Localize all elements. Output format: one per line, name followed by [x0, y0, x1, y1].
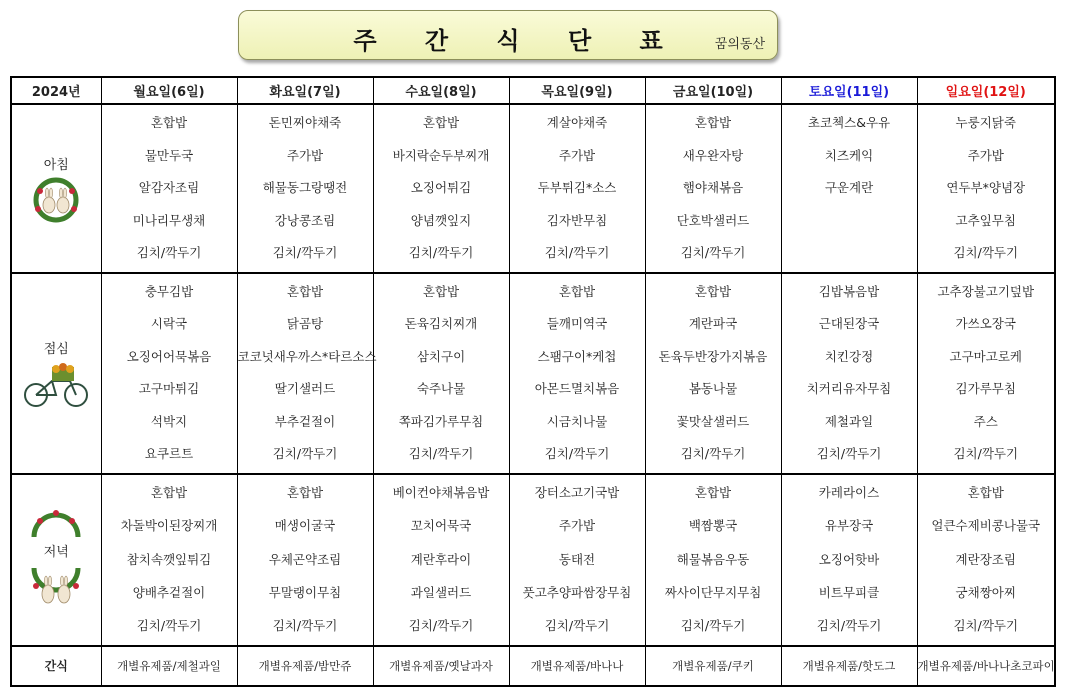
menu-item: 오징어어묵볶음 [126, 348, 212, 364]
lunch-cell [917, 273, 1055, 474]
menu-item: 궁채짱아찌 [955, 584, 1016, 600]
lunch-label: 점심 [43, 341, 69, 357]
dinner-cell [781, 474, 917, 646]
dinner-label: 저녁 [43, 545, 69, 561]
snack-cell: 개별유제품/밤만쥬 [237, 646, 373, 686]
dinner-row [11, 474, 1055, 646]
menu-item: 주가밥 [558, 518, 596, 534]
menu-item: 김치/깍두기 [544, 245, 610, 261]
dinner-cell [373, 474, 509, 646]
menu-item: 시금치나물 [546, 413, 608, 429]
menu-item: 강낭콩조림 [274, 212, 336, 228]
menu-item: 가쓰오장국 [955, 316, 1016, 332]
weekly-menu-table [10, 76, 1056, 687]
menu-item: 혼합밥 [150, 115, 188, 130]
snack-cell: 개별유제품/핫도그 [781, 646, 917, 686]
menu-item: 돈육두반장가지볶음 [658, 348, 768, 364]
menu-item: 근대된장국 [818, 316, 880, 332]
menu-item: 오징어핫바 [818, 551, 880, 567]
menu-item: 초코첵스&우유 [807, 115, 891, 130]
breakfast-cell [101, 104, 237, 273]
menu-item: 김치/깍두기 [953, 446, 1019, 462]
menu-item: 계란후라이 [410, 551, 472, 567]
snack-label: 간식 [11, 646, 101, 686]
menu-item: 풋고추양파쌈장무침 [522, 584, 632, 600]
breakfast-cell [781, 104, 917, 273]
day-header-wednesday: 수요일(8일) [373, 77, 509, 104]
snack-cell: 개별유제품/쿠키 [645, 646, 781, 686]
meal-label-dinner [11, 474, 101, 646]
breakfast-row [11, 104, 1055, 273]
menu-item: 딸기샐러드 [274, 381, 336, 397]
menu-item: 숙주나물 [416, 381, 466, 397]
snack-cell: 개별유제품/바나나초코파이 [917, 646, 1055, 686]
menu-item: 오징어튀김 [410, 180, 472, 196]
breakfast-cell [237, 104, 373, 273]
breakfast-cell [373, 104, 509, 273]
lunch-cell [373, 273, 509, 474]
menu-item [782, 237, 917, 270]
menu-item: 해물볶음우동 [676, 551, 750, 567]
menu-item: 김치/깍두기 [680, 446, 746, 462]
menu-item: 김치/깍두기 [953, 245, 1019, 261]
menu-item: 김치/깍두기 [272, 245, 338, 261]
menu-item: 참치속깻잎튀김 [126, 551, 212, 567]
menu-item: 고추잎무침 [955, 212, 1016, 228]
menu-item: 돈육김치찌개 [404, 316, 478, 332]
meal-label-breakfast [11, 104, 101, 273]
menu-item: 아몬드멸치볶음 [534, 381, 620, 397]
menu-item: 누룽지닭죽 [955, 115, 1016, 130]
menu-item: 미나리무생채 [132, 212, 206, 228]
menu-item: 김치/깍두기 [408, 446, 474, 462]
menu-item: 혼합밥 [150, 485, 188, 501]
breakfast-label: 아침 [43, 157, 69, 173]
bunny-wreath-illustration [28, 564, 84, 616]
header-row [11, 77, 1055, 104]
menu-item: 우체곤약조림 [268, 551, 342, 567]
dinner-cell [509, 474, 645, 646]
bicycle-flowers-illustration [22, 361, 90, 409]
menu-item: 삼치구이 [416, 348, 466, 364]
menu-item: 주가밥 [286, 147, 324, 163]
menu-item: 부추겉절이 [274, 413, 336, 429]
breakfast-cell [509, 104, 645, 273]
menu-item: 치킨강정 [824, 348, 874, 364]
menu-item: 혼합밥 [286, 283, 324, 299]
menu-item: 혼합밥 [967, 485, 1004, 501]
menu-item: 백짬뽕국 [688, 518, 738, 534]
menu-item: 계살야채죽 [546, 115, 608, 130]
menu-item: 계란장조림 [955, 551, 1016, 567]
menu-item: 무말랭이무침 [268, 584, 342, 600]
menu-item: 쪽파김가루무침 [398, 413, 484, 429]
menu-item: 단호박샐러드 [676, 212, 750, 228]
menu-item: 양배추겉절이 [132, 584, 206, 600]
menu-item: 혼합밥 [558, 283, 596, 299]
menu-item: 제철과일 [824, 413, 874, 429]
bunny-wreath-illustration [30, 177, 82, 223]
snack-cell: 개별유제품/바나나 [509, 646, 645, 686]
menu-item: 김치/깍두기 [408, 618, 474, 634]
dinner-cell [917, 474, 1055, 646]
day-header-friday: 금요일(10일) [645, 77, 781, 104]
lunch-cell [237, 273, 377, 474]
menu-item: 혼합밥 [422, 283, 460, 299]
menu-item: 주스 [973, 413, 998, 429]
menu-item [782, 205, 917, 238]
breakfast-cell [645, 104, 781, 273]
menu-item: 고구마튀김 [138, 381, 200, 397]
year-header: 2024년 [11, 77, 101, 104]
menu-item: 짜사이단무지무침 [664, 584, 762, 600]
menu-item: 김치/깍두기 [272, 618, 338, 634]
menu-item: 석박지 [150, 413, 188, 429]
menu-item: 베이컨야채볶음밥 [392, 485, 490, 501]
lunch-row [11, 273, 1055, 474]
title-banner [238, 10, 778, 60]
menu-item: 스팸구이*케첩 [537, 348, 617, 364]
lunch-cell [781, 273, 917, 474]
snack-cell: 개별유제품/제철과일 [101, 646, 237, 686]
menu-item: 김치/깍두기 [680, 245, 746, 261]
breakfast-cell [917, 104, 1055, 273]
menu-item: 김치/깍두기 [136, 245, 202, 261]
menu-item: 치즈케익 [824, 147, 874, 163]
dinner-cell [237, 474, 373, 646]
menu-item: 해물동그랑땡전 [262, 180, 348, 196]
menu-item: 혼합밥 [286, 485, 324, 501]
menu-item: 고추장불고기덮밥 [937, 283, 1035, 299]
menu-item: 혼합밥 [694, 115, 732, 130]
menu-item: 과일샐러드 [410, 584, 472, 600]
menu-item: 김가루무침 [955, 381, 1016, 397]
menu-item: 시락국 [150, 316, 188, 332]
menu-item: 주가밥 [558, 147, 596, 163]
day-header-thursday: 목요일(9일) [509, 77, 645, 104]
day-header-sunday: 일요일(12일) [917, 77, 1055, 104]
menu-item: 김치/깍두기 [953, 618, 1019, 634]
menu-item: 고구마고로케 [949, 348, 1022, 364]
snack-cell: 개별유제품/옛날과자 [373, 646, 509, 686]
menu-item: 김치/깍두기 [408, 245, 474, 261]
menu-item: 새우완자탕 [682, 147, 744, 163]
menu-item: 카레라이스 [818, 485, 880, 501]
menu-item: 두부튀김*소스 [537, 180, 617, 196]
menu-item: 김치/깍두기 [272, 446, 338, 462]
menu-item: 연두부*양념장 [946, 180, 1026, 196]
menu-item: 장터소고기국밥 [534, 485, 620, 501]
menu-item: 혼합밥 [422, 115, 460, 130]
dinner-cell [645, 474, 781, 646]
menu-item: 계란파국 [688, 316, 738, 332]
menu-item: 김치/깍두기 [816, 618, 882, 634]
menu-item: 얼큰수제비콩나물국 [931, 518, 1041, 534]
menu-item: 혼합밥 [694, 485, 732, 501]
menu-item: 김치/깍두기 [136, 618, 202, 634]
menu-item: 김치/깍두기 [680, 618, 746, 634]
menu-item: 햄야채볶음 [682, 180, 744, 196]
menu-item: 들깨미역국 [546, 316, 608, 332]
menu-item: 꽃맛살샐러드 [676, 413, 750, 429]
page-title: 주 간 식 단 표 [353, 27, 683, 55]
menu-item: 구운계란 [824, 180, 874, 196]
dinner-cell [101, 474, 237, 646]
menu-item: 김치/깍두기 [544, 618, 610, 634]
menu-item: 김치/깍두기 [816, 446, 882, 462]
day-header-monday: 월요일(6일) [101, 77, 237, 104]
menu-item: 동태전 [558, 551, 596, 567]
lunch-cell [509, 273, 645, 474]
page-subtitle: 꿈의동산 [714, 37, 765, 52]
menu-item: 요쿠르트 [144, 446, 194, 462]
menu-item: 치커리유자무침 [806, 381, 892, 397]
lunch-cell [101, 273, 237, 474]
menu-item: 유부장국 [824, 518, 874, 534]
wreath-top-illustration [28, 503, 84, 537]
menu-item: 충무김밥 [144, 283, 194, 299]
menu-item: 물만두국 [144, 147, 194, 163]
menu-item: 김밥볶음밥 [818, 283, 880, 299]
menu-item: 꼬치어묵국 [410, 518, 472, 534]
snack-row [11, 646, 1055, 686]
menu-item: 김자반무침 [546, 212, 608, 228]
menu-item: 양념깻잎지 [410, 212, 472, 228]
menu-item: 매생이굴국 [274, 518, 336, 534]
day-header-saturday: 토요일(11일) [781, 77, 917, 104]
menu-item: 비트무피클 [818, 584, 880, 600]
menu-item: 닭곰탕 [286, 316, 324, 332]
menu-item: 코코넛새우까스*타르소스 [237, 348, 377, 364]
meal-label-lunch [11, 273, 101, 474]
menu-item: 봄동나물 [688, 381, 738, 397]
menu-item: 차돌박이된장찌개 [120, 518, 218, 534]
menu-item: 혼합밥 [694, 283, 732, 299]
menu-item: 돈민찌야채죽 [268, 115, 342, 130]
menu-item: 알감자조림 [138, 180, 200, 196]
menu-item: 주가밥 [967, 147, 1004, 163]
day-header-tuesday: 화요일(7일) [237, 77, 373, 104]
menu-item: 김치/깍두기 [544, 446, 610, 462]
lunch-cell [645, 273, 781, 474]
menu-item: 바지락순두부찌개 [392, 147, 490, 163]
